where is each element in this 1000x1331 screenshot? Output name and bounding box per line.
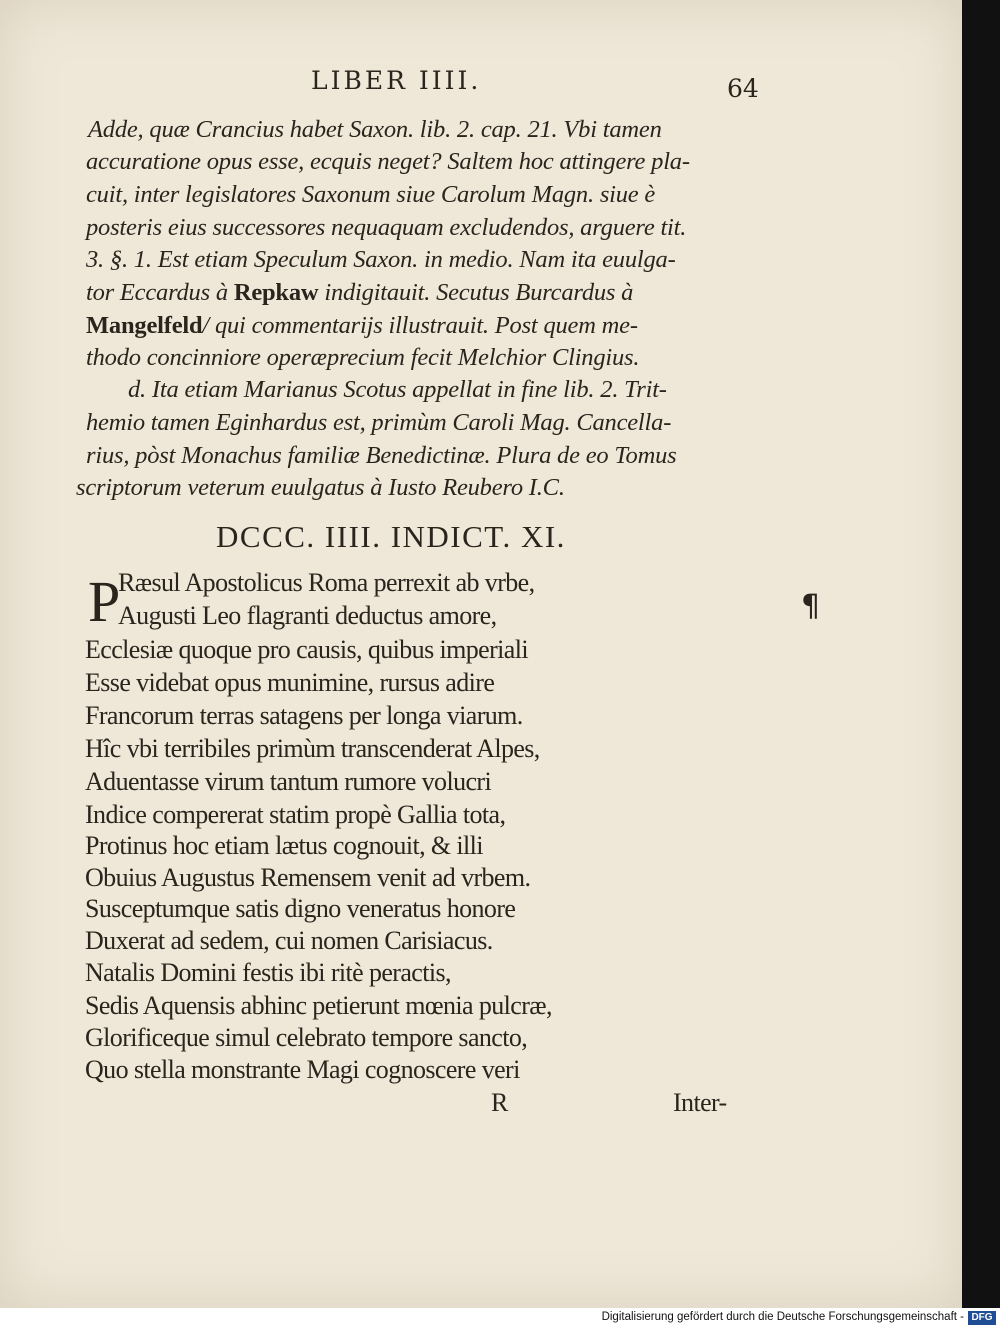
note-line: d. Ita etiam Marianus Scotus appellat in fine lib. 2. Trit- <box>128 376 667 403</box>
note-line: accuratione opus esse, ecquis neget? Saltem hoc attingere pla- <box>86 148 690 175</box>
note-line: hemio tamen Eginhardus est, primùm Caroli Mag. Cancella- <box>86 409 672 436</box>
blackletter-name: Repkaw <box>233 279 319 306</box>
dfg-logo: DFG <box>968 1311 996 1325</box>
poem-line: Indice compererat statim propè Gallia tota, <box>85 800 506 829</box>
note-line: Mangelfeld/ qui commentarijs illustrauit. Post quem me- <box>86 312 638 339</box>
signature-mark: R <box>491 1088 508 1117</box>
poem-line: Sedis Aquensis abhinc petierunt mœnia pulcræ, <box>85 991 552 1020</box>
page-number: 64 <box>727 74 759 103</box>
poem-line: Ræsul Apostolicus Roma perrexit ab vrbe, <box>118 568 535 597</box>
note-line: scriptorum veterum euulgatus à Iusto Reubero I.C. <box>76 474 565 501</box>
blackletter-name: Mangelfeld <box>86 312 203 339</box>
poem-line: Protinus hoc etiam lætus cognouit, & illi <box>85 831 483 860</box>
running-title: LIBER IIII. <box>311 66 482 95</box>
drop-cap: P <box>88 569 121 634</box>
poem-line: Aduentasse virum tantum rumore volucri <box>85 767 492 796</box>
note-line: 3. §. 1. Est etiam Speculum Saxon. in medio. Nam ita euulga- <box>86 246 676 273</box>
poem-line: Ecclesiæ quoque pro causis, quibus imperiali <box>85 635 528 664</box>
note-line: rius, pòst Monachus familiæ Benedictinæ. Plura de eo Tomus <box>86 442 677 469</box>
poem-line: Francorum terras satagens per longa viarum. <box>85 701 523 730</box>
poem-line: Esse videbat opus munimine, rursus adire <box>85 668 495 697</box>
note-line: cuit, inter legislatores Saxonum siue Carolum Magn. siue è <box>86 181 656 208</box>
poem-line: Augusti Leo flagranti deductus amore, <box>118 601 497 630</box>
digitization-footer <box>0 1308 1000 1331</box>
poem-line: Quo stella monstrante Magi cognoscere veri <box>85 1055 520 1084</box>
note-line: posteris eius successores nequaquam excludendos, arguere tit. <box>86 214 687 241</box>
pilcrow-margin-mark: ¶ <box>801 589 821 624</box>
section-heading: DCCC. IIII. INDICT. XI. <box>216 519 566 554</box>
scan-background <box>962 0 1000 1308</box>
note-line: thodo concinniore operæprecium fecit Melchior Clingius. <box>86 344 640 371</box>
poem-line: Hîc vbi terribiles primùm transcenderat Alpes, <box>85 734 540 763</box>
funding-credit: Digitalisierung gefördert durch die Deutsche Forschungsgemeinschaft - <box>601 1311 964 1323</box>
note-line: tor Eccardus à Repkaw indigitauit. Secutus Burcardus à <box>86 279 634 306</box>
poem-line: Obuius Augustus Remensem venit ad vrbem. <box>85 863 531 892</box>
poem-line: Duxerat ad sedem, cui nomen Carisiacus. <box>85 926 493 955</box>
poem-line: Glorificeque simul celebrato tempore sancto, <box>85 1023 528 1052</box>
poem-line: Natalis Domini festis ibi ritè peractis, <box>85 958 451 987</box>
catchword: Inter- <box>673 1088 727 1117</box>
poem-line: Susceptumque satis digno veneratus honore <box>85 894 516 923</box>
note-line: Adde, quæ Crancius habet Saxon. lib. 2. cap. 21. Vbi tamen <box>88 116 662 143</box>
